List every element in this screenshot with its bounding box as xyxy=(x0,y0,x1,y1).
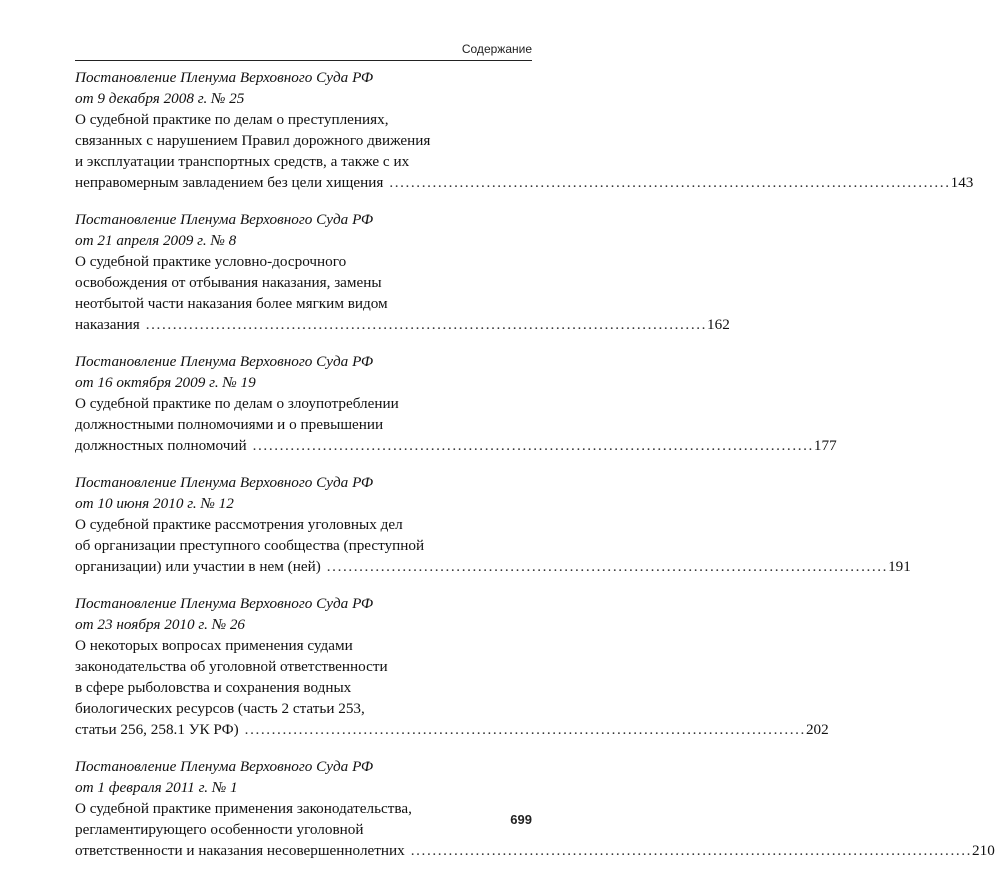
entry-date-line: от 23 ноября 2010 г. № 26 xyxy=(75,616,246,633)
entry-body-line: и эксплуатации транспортных средств, а также с их xyxy=(75,153,410,170)
entry-body-line: биологических ресурсов (часть 2 статьи 253, xyxy=(75,700,365,717)
entry-page-number[interactable]: 210 xyxy=(972,842,995,859)
entry-body-line: освобождения от отбывания наказания, замены xyxy=(75,274,382,291)
entry-page-number[interactable]: 202 xyxy=(805,721,829,738)
entry-title-line: Постановление Пленума Верховного Суда РФ xyxy=(75,758,374,775)
entry-body-line: регламентирующего особенности уголовной xyxy=(75,821,364,838)
dot-leader: ........................................................................................................ xyxy=(410,842,973,859)
dot-leader: ........................................................................................................ xyxy=(244,721,806,738)
entry-body-line: О некоторых вопросах применения судами xyxy=(75,637,353,654)
entry-last-text: ответственности и наказания несовершеннолетних xyxy=(75,842,405,859)
toc-entry[interactable] xyxy=(75,67,974,193)
entry-date-line: от 21 апреля 2009 г. № 8 xyxy=(75,232,237,249)
entry-last-line xyxy=(75,314,730,335)
entry-page-number[interactable]: 191 xyxy=(888,558,911,575)
entry-last-line xyxy=(75,719,829,740)
entry-date-line: от 16 октября 2009 г. № 19 xyxy=(75,374,256,391)
dot-leader: ........................................................................................................ xyxy=(389,174,951,191)
entry-last-text: неправомерным завладением без цели хищения xyxy=(75,174,384,191)
toc-entry[interactable] xyxy=(75,472,911,577)
entry-body-line: должностными полномочиями и о превышении xyxy=(75,416,384,433)
entry-page-number[interactable]: 177 xyxy=(813,437,837,454)
entry-date-line: от 1 февраля 2011 г. № 1 xyxy=(75,779,238,796)
page-number: 699 xyxy=(510,812,532,827)
entry-last-line xyxy=(75,556,911,577)
dot-leader: ........................................................................................................ xyxy=(145,316,708,333)
running-header xyxy=(75,42,532,61)
dot-leader: ........................................................................................................ xyxy=(252,437,814,454)
entry-body-line: об организации преступного сообщества (преступной xyxy=(75,537,425,554)
entry-last-line xyxy=(75,172,974,193)
toc-entry[interactable] xyxy=(75,351,837,456)
entry-last-text: статьи 256, 258.1 УК РФ) xyxy=(75,721,239,738)
entry-last-text: должностных полномочий xyxy=(75,437,247,454)
dot-leader: ........................................................................................................ xyxy=(326,558,889,575)
entry-date-line: от 10 июня 2010 г. № 12 xyxy=(75,495,234,512)
entry-body-line: связанных с нарушением Правил дорожного движения xyxy=(75,132,431,149)
toc-entry[interactable] xyxy=(75,756,995,861)
entry-title-line: Постановление Пленума Верховного Суда РФ xyxy=(75,353,374,370)
entry-body-line: законодательства об уголовной ответственности xyxy=(75,658,388,675)
entry-title-line: Постановление Пленума Верховного Суда РФ xyxy=(75,211,374,228)
entry-body-line: О судебной практике условно-досрочного xyxy=(75,253,347,270)
entry-body-line: в сфере рыболовства и сохранения водных xyxy=(75,679,352,696)
entry-page-number[interactable]: 162 xyxy=(707,316,730,333)
entry-last-text: наказания xyxy=(75,316,140,333)
table-of-contents xyxy=(75,67,995,877)
entry-title-line: Постановление Пленума Верховного Суда РФ xyxy=(75,474,374,491)
entry-last-text: организации) или участии в нем (ней) xyxy=(75,558,321,575)
entry-last-line xyxy=(75,435,837,456)
entry-body-line: О судебной практике по делам о злоупотреблении xyxy=(75,395,399,412)
entry-date-line: от 9 декабря 2008 г. № 25 xyxy=(75,90,245,107)
toc-entry[interactable] xyxy=(75,209,730,335)
entry-body-line: О судебной практике рассмотрения уголовных дел xyxy=(75,516,403,533)
entry-last-line xyxy=(75,840,995,861)
entry-body-line: неотбытой части наказания более мягким видом xyxy=(75,295,388,312)
entry-body-line: О судебной практике применения законодательства, xyxy=(75,800,412,817)
running-header-title: Содержание xyxy=(461,42,532,56)
entry-title-line: Постановление Пленума Верховного Суда РФ xyxy=(75,69,374,86)
entry-page-number[interactable]: 143 xyxy=(950,174,974,191)
entry-title-line: Постановление Пленума Верховного Суда РФ xyxy=(75,595,374,612)
toc-entry[interactable] xyxy=(75,593,829,740)
entry-body-line: О судебной практике по делам о преступлениях, xyxy=(75,111,389,128)
